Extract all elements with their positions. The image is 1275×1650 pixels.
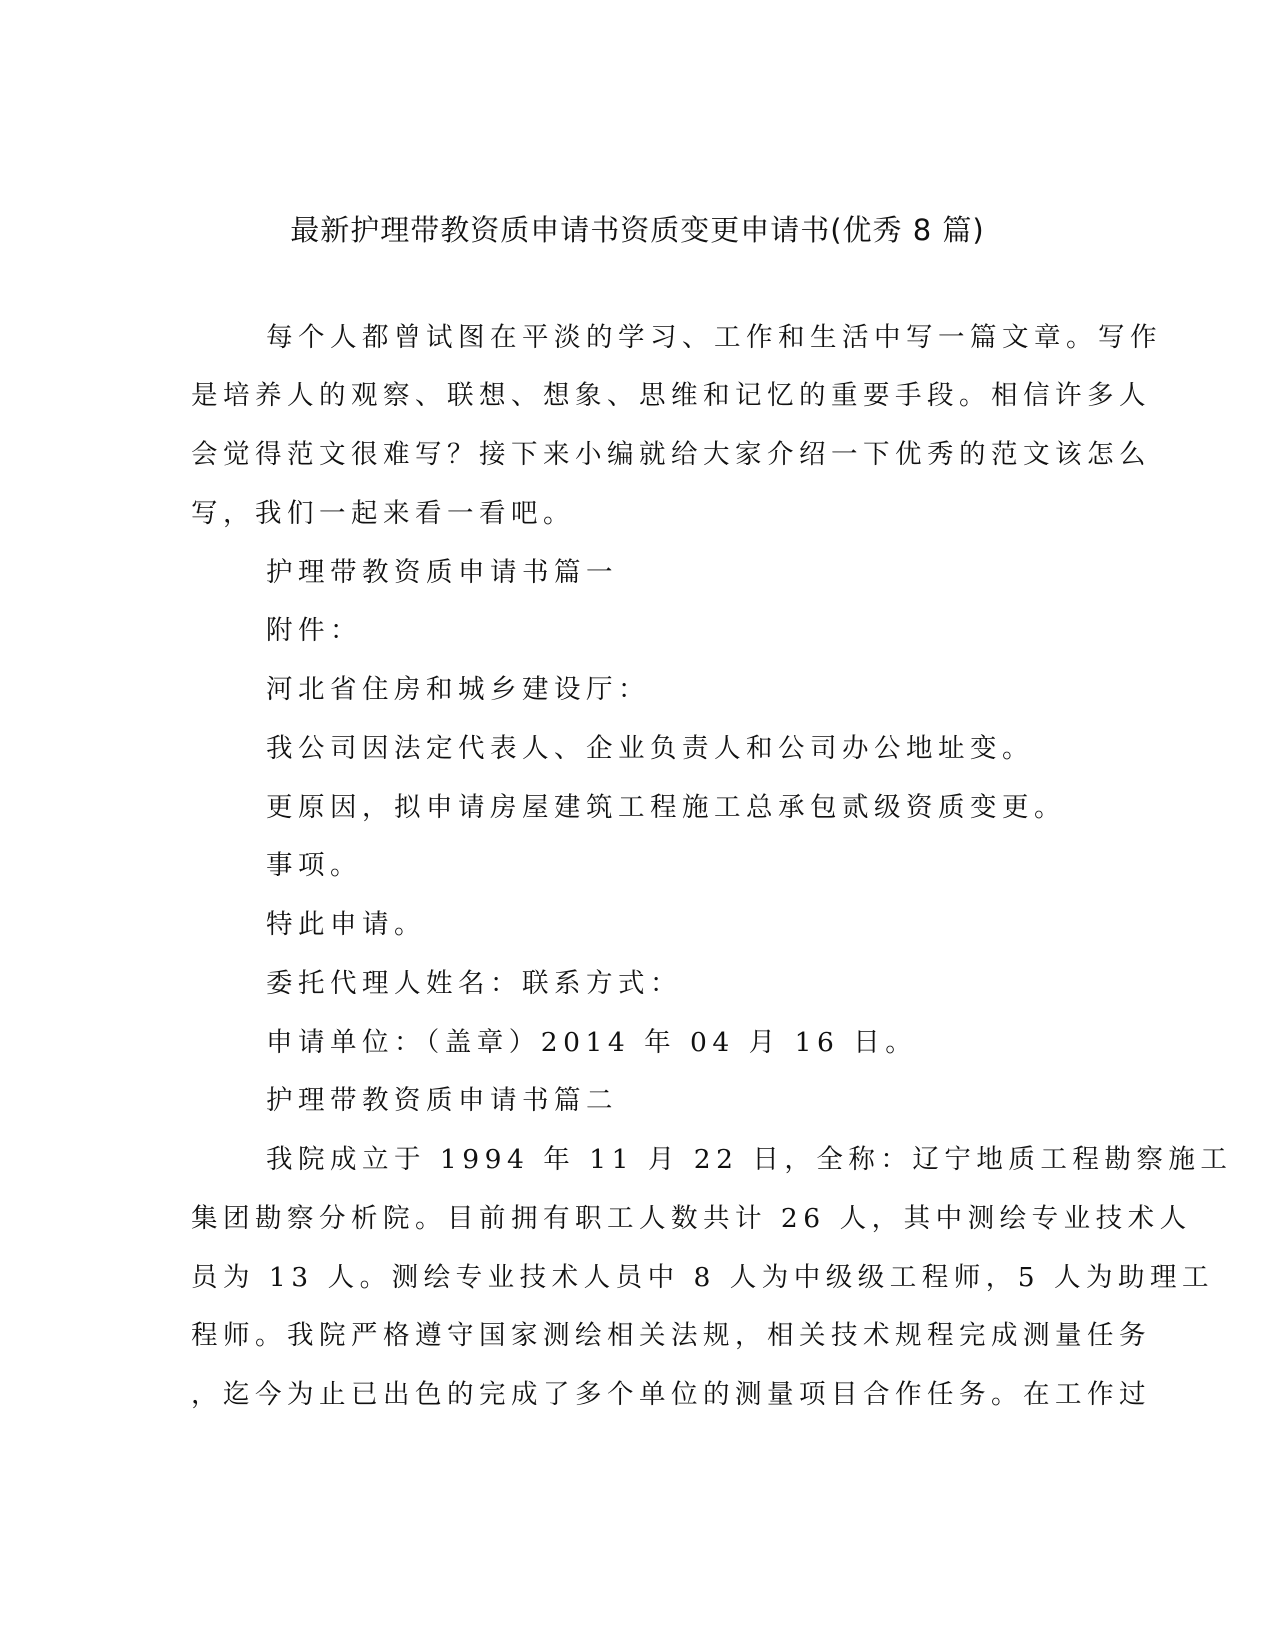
paragraph-line: 集团勘察分析院。目前拥有职工人数共计 26 人，其中测绘专业技术人 xyxy=(191,1203,1192,1234)
paragraph-line: 附件： xyxy=(266,615,362,646)
paragraph-line: 程师。我院严格遵守国家测绘相关法规，相关技术规程完成测量任务 xyxy=(191,1320,1151,1351)
paragraph-line: 特此申请。 xyxy=(266,909,426,940)
paragraph-line: 河北省住房和城乡建设厅： xyxy=(266,674,650,705)
paragraph-line: 写，我们一起来看一看吧。 xyxy=(191,498,575,529)
paragraph-line: 更原因，拟申请房屋建筑工程施工总承包贰级资质变更。 xyxy=(266,792,1066,823)
section-heading: 护理带教资质申请书篇二 xyxy=(266,1085,618,1116)
paragraph-line: 我公司因法定代表人、企业负责人和公司办公地址变。 xyxy=(266,733,1034,764)
paragraph-line: 委托代理人姓名：联系方式： xyxy=(266,968,682,999)
paragraph-line: 我院成立于 1994 年 11 月 22 日，全称：辽宁地质工程勘察施工 xyxy=(266,1144,1233,1175)
paragraph-line: 事项。 xyxy=(266,850,362,881)
section-heading: 护理带教资质申请书篇一 xyxy=(266,557,618,588)
paragraph-line: 每个人都曾试图在平淡的学习、工作和生活中写一篇文章。写作 xyxy=(266,322,1162,353)
paragraph-line: 是培养人的观察、联想、想象、思维和记忆的重要手段。相信许多人 xyxy=(191,380,1151,411)
paragraph-line: 员为 13 人。测绘专业技术人员中 8 人为中级级工程师，5 人为助理工 xyxy=(191,1262,1215,1293)
paragraph-line: ，迄今为止已出色的完成了多个单位的测量项目合作任务。在工作过 xyxy=(191,1379,1151,1410)
paragraph-line: 申请单位：（盖章）2014 年 04 月 16 日。 xyxy=(266,1027,918,1058)
document-title: 最新护理带教资质申请书资质变更申请书(优秀 8 篇) xyxy=(290,213,985,247)
paragraph-line: 会觉得范文很难写？接下来小编就给大家介绍一下优秀的范文该怎么 xyxy=(191,439,1151,470)
